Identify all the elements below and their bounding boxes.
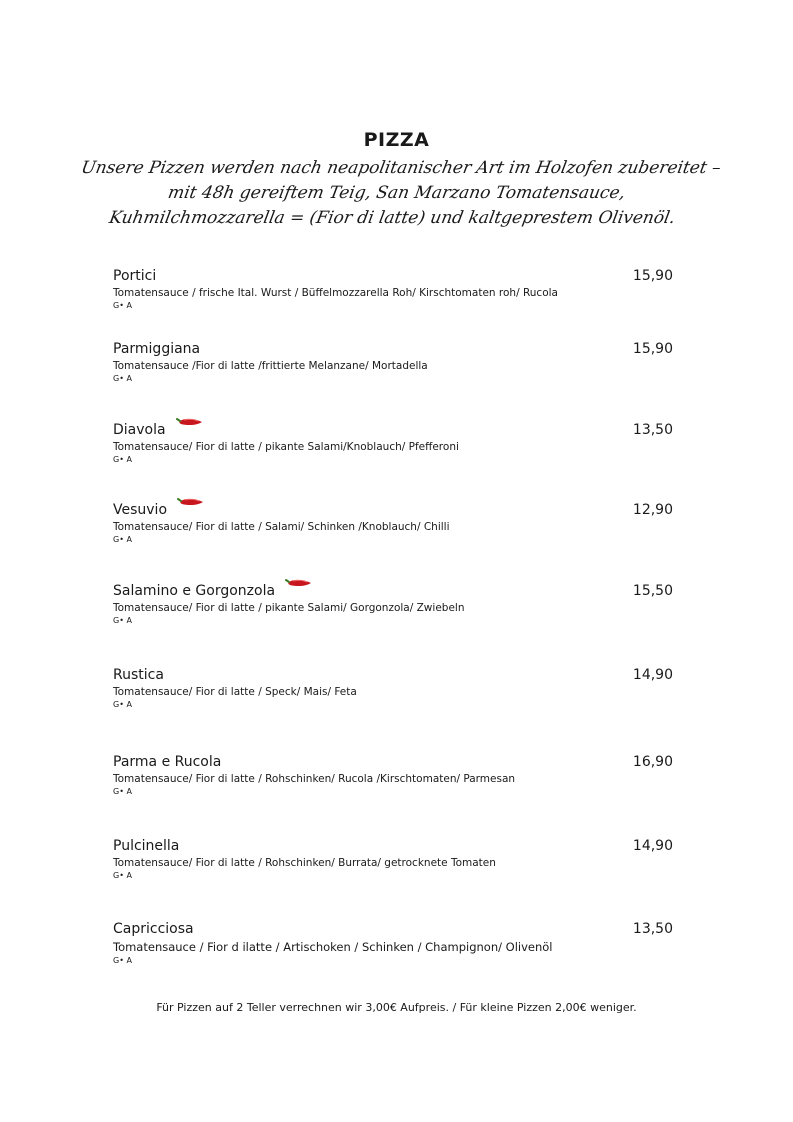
item-description: Tomatensauce/ Fior di latte / pikante Salami/Knoblauch/ Pfefferoni bbox=[113, 441, 459, 453]
item-price: 12,90 bbox=[632, 502, 673, 518]
menu-item bbox=[113, 919, 673, 966]
item-description: Tomatensauce/ Fior di latte / Rohschinken/ Rucola /Kirschtomaten/ Parmesan bbox=[113, 773, 516, 785]
menu-item bbox=[113, 420, 673, 465]
item-allergens: G• A bbox=[113, 374, 132, 383]
item-allergens: G• A bbox=[113, 455, 132, 464]
item-price: 16,90 bbox=[632, 754, 673, 770]
item-name: Vesuvio bbox=[113, 502, 168, 518]
item-name: Capricciosa bbox=[113, 921, 194, 937]
item-description: Tomatensauce / frische Ital. Wurst / Büffelmozzarella Roh/ Kirschtomaten roh/ Rucola bbox=[113, 287, 558, 299]
item-price: 15,50 bbox=[632, 583, 673, 599]
item-allergens: G• A bbox=[113, 535, 132, 544]
item-description: Tomatensauce/ Fior di latte / pikante Salami/ Gorgonzola/ Zwiebeln bbox=[113, 602, 465, 614]
item-allergens: G• A bbox=[113, 301, 132, 310]
subtitle-line: mit 48h gereiftem Teig, San Marzano Tomatensauce, bbox=[166, 183, 627, 203]
item-name: Rustica bbox=[113, 667, 164, 683]
item-price: 14,90 bbox=[632, 667, 673, 683]
menu-item bbox=[113, 500, 673, 545]
item-name: Diavola bbox=[113, 422, 166, 438]
item-price: 15,90 bbox=[632, 341, 673, 357]
menu-item bbox=[113, 836, 673, 881]
item-description: Tomatensauce/ Fior di latte / Salami/ Schinken /Knoblauch/ Chilli bbox=[113, 521, 450, 533]
item-description: Tomatensauce / Fior d ilatte / Artischoken / Schinken / Champignon/ Olivenöl bbox=[113, 940, 553, 954]
item-name: Parmiggiana bbox=[113, 341, 201, 357]
item-name: Salamino e Gorgonzola bbox=[113, 583, 276, 599]
item-name: Pulcinella bbox=[113, 838, 180, 854]
menu-item bbox=[113, 581, 673, 626]
item-name: Parma e Rucola bbox=[113, 754, 222, 770]
menu-header bbox=[0, 126, 793, 231]
item-description: Tomatensauce/ Fior di latte / Speck/ Mais/ Feta bbox=[113, 686, 357, 698]
chili-pepper-icon bbox=[177, 495, 205, 513]
item-allergens: G• A bbox=[113, 700, 132, 709]
item-allergens: G• A bbox=[113, 616, 132, 625]
item-price: 14,90 bbox=[632, 838, 673, 854]
chili-pepper-icon bbox=[176, 415, 204, 433]
menu-item bbox=[113, 339, 673, 384]
item-price: 13,50 bbox=[632, 422, 673, 438]
item-allergens: G• A bbox=[113, 956, 132, 965]
menu-item bbox=[113, 752, 673, 797]
chili-pepper-icon bbox=[285, 576, 313, 594]
item-description: Tomatensauce /Fior di latte /frittierte Melanzane/ Mortadella bbox=[113, 360, 428, 372]
item-allergens: G• A bbox=[113, 871, 132, 880]
subtitle-line: Unsere Pizzen werden nach neapolitanischer Art im Holzofen zubereitet – bbox=[79, 158, 723, 178]
item-name: Portici bbox=[113, 268, 157, 284]
menu-item bbox=[113, 266, 673, 311]
item-price: 15,90 bbox=[632, 268, 673, 284]
item-price: 13,50 bbox=[632, 921, 673, 937]
menu-item bbox=[113, 665, 673, 710]
page-subtitle bbox=[0, 156, 793, 231]
page-title: PIZZA bbox=[363, 129, 430, 151]
item-description: Tomatensauce/ Fior di latte / Rohschinken/ Burrata/ getrocknete Tomaten bbox=[113, 857, 496, 869]
subtitle-line: Kuhmilchmozzarella = (Fior di latte) und kaltgeprestem Olivenöl. bbox=[107, 208, 677, 228]
footer-note: Für Pizzen auf 2 Teller verrechnen wir 3,00€ Aufpreis. / Für kleine Pizzen 2,00€ weniger. bbox=[156, 1001, 637, 1014]
item-allergens: G• A bbox=[113, 787, 132, 796]
